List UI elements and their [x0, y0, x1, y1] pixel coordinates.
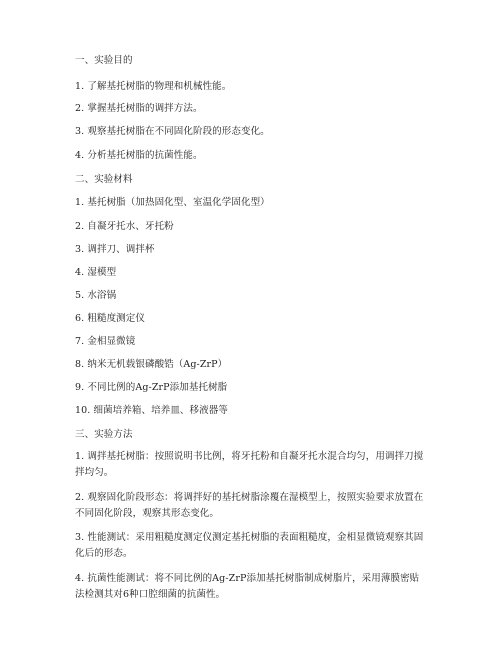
paragraph-item: 3. 性能测试：采用粗糙度测定仪测定基托树脂的表面粗糙度，金相显微镜观察其固化后的形态。: [75, 532, 424, 559]
list-item: 6. 粗糙度测定仪: [75, 313, 145, 324]
list-item: 9. 不同比例的Ag-ZrP添加基托树脂: [75, 382, 228, 393]
list-item: 10. 细菌培养箱、培养皿、移液器等: [75, 405, 228, 416]
paragraph-item: 1. 调拌基托树脂：按照说明书比例，将牙托粉和自凝牙托水混合均匀，用调拌刀搅拌均匀。: [75, 451, 424, 478]
list-item: 1. 了解基托树脂的物理和机械性能。: [75, 81, 232, 92]
list-item: 7. 金相显微镜: [75, 336, 136, 347]
list-item: 5. 水浴锅: [75, 290, 117, 301]
list-item: 4. 分析基托树脂的抗菌性能。: [75, 150, 203, 161]
section-heading-materials: 二、实验材料: [75, 174, 133, 185]
list-item: 2. 掌握基托树脂的调拌方法。: [75, 103, 203, 114]
list-item: 3. 观察基托树脂在不同固化阶段的形态变化。: [75, 126, 270, 137]
section-heading-purpose: 一、实验目的: [75, 55, 133, 66]
list-item: 1. 基托树脂（加热固化型、室温化学固化型）: [75, 197, 270, 208]
list-item: 3. 调拌刀、调拌杯: [75, 244, 155, 255]
section-heading-methods: 三、实验方法: [75, 429, 133, 440]
list-item: 8. 纳米无机载银磷酸锆（Ag-ZrP）: [75, 359, 228, 370]
list-item: 2. 自凝牙托水、牙托粉: [75, 221, 174, 232]
list-item: 4. 湿模型: [75, 267, 117, 278]
paragraph-item: 4. 抗菌性能测试：将不同比例的Ag-ZrP添加基托树脂制成树脂片，采用薄膜密贴法检测其对6种口腔细菌的抗菌性。: [75, 573, 420, 600]
paragraph-item: 2. 观察固化阶段形态：将调拌好的基托树脂涂覆在湿模型上，按照实验要求放置在不同固化阶段，观察其形态变化。: [75, 492, 424, 519]
